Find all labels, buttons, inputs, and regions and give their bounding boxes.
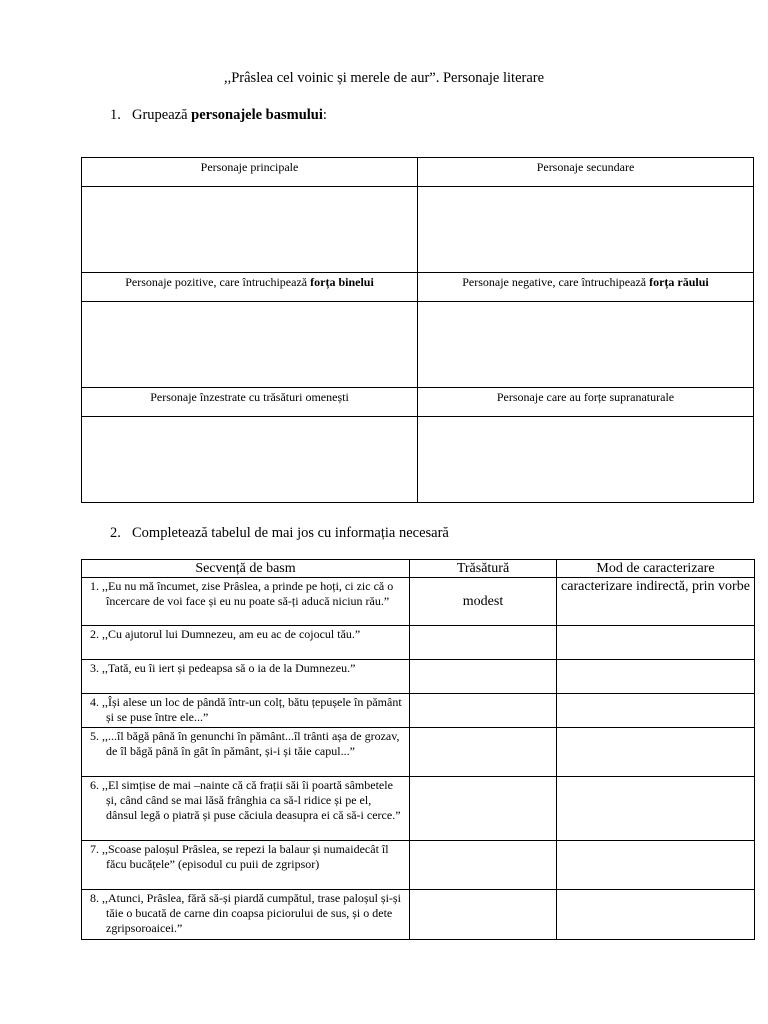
trait-cell[interactable] xyxy=(410,694,557,728)
worksheet-title: ,,Prâslea cel voinic și merele de aur”. Personaje literare xyxy=(223,70,545,86)
answer-cell[interactable] xyxy=(82,417,418,503)
table-row xyxy=(82,578,755,626)
sequence-cell: 1. ,,Eu nu mă încumet, zise Prâslea, a prinde pe hoți, ci zic că o încercare de voi face și eu nu poate să-ți aducă niciun rău.” xyxy=(82,578,410,626)
task-1-bold: personajele basmului xyxy=(191,107,323,123)
characterization-table xyxy=(81,559,755,940)
grid-label-bold: forța binelui xyxy=(310,275,374,289)
mode-cell[interactable] xyxy=(557,777,755,841)
sequence-cell: 2. ,,Cu ajutorul lui Dumnezeu, am eu ac de cojocul tău.” xyxy=(82,626,410,660)
grid-label: Personaje negative, care întruchipează xyxy=(462,275,650,289)
grid-answer-row xyxy=(82,417,754,503)
sequence-cell: 4. ,,Își alese un loc de pândă într-un colț, bătu țepușele în pământ și se puse între ele...” xyxy=(82,694,410,728)
grid-label: Personaje care au forțe supranaturale xyxy=(496,390,675,404)
sequence-cell: 7. ,,Scoase paloșul Prâslea, se repezi la balaur și numaidecât îl făcu bucățele” (episodul cu puii de zgripsor) xyxy=(82,841,410,890)
grid-cell-header xyxy=(418,273,754,302)
task-2-text: Completează tabelul de mai jos cu informația necesară xyxy=(132,525,449,541)
mode-cell[interactable] xyxy=(557,728,755,777)
grid-label: Personaje secundare xyxy=(536,160,635,174)
trait-cell[interactable] xyxy=(410,626,557,660)
trait-cell[interactable] xyxy=(410,890,557,940)
table-row xyxy=(82,777,755,841)
table-row xyxy=(82,728,755,777)
grid-cell-header xyxy=(82,158,418,187)
table-header-row xyxy=(82,560,755,578)
grid-label-bold: forța răului xyxy=(649,275,709,289)
sequence-cell: 6. ,,El simțise de mai –nainte că că frații săi îi poartă sâmbetele și, când când se mai lăsă frânghia ca să-l ridice și pe el, dânsul legă o piatră și puse căciula deasupra ei că să-i cerce.” xyxy=(82,777,410,841)
grid-answer-row xyxy=(82,187,754,273)
header-sequence: Secvență de basm xyxy=(82,560,410,578)
grid-label: Personaje înzestrate cu trăsături omenești xyxy=(150,390,349,404)
grid-cell-header xyxy=(418,388,754,417)
trait-cell[interactable] xyxy=(410,728,557,777)
grid-cell-header xyxy=(82,273,418,302)
trait-cell[interactable] xyxy=(410,660,557,694)
task-1-prefix: Grupează xyxy=(132,107,192,123)
sequence-cell: 8. ,,Atunci, Prâslea, fără să-și piardă cumpătul, trase paloșul și-și tăie o bucată de carne din coapsa piciorului de sus, și o dete zgripsoroaicei.” xyxy=(82,890,410,940)
task-1-instruction xyxy=(110,107,327,124)
trait-cell[interactable] xyxy=(410,777,557,841)
mode-cell[interactable] xyxy=(557,694,755,728)
task-1-number: 1. xyxy=(110,107,121,123)
mode-cell[interactable]: caracterizare indirectă, prin vorbe xyxy=(557,578,755,626)
grid-cell-header xyxy=(82,388,418,417)
grid-label: Personaje principale xyxy=(200,160,299,174)
mode-cell[interactable] xyxy=(557,660,755,694)
grid-header-row xyxy=(82,388,754,417)
answer-cell[interactable] xyxy=(418,417,754,503)
mode-cell[interactable] xyxy=(557,890,755,940)
answer-cell[interactable] xyxy=(82,302,418,388)
table-row xyxy=(82,694,755,728)
table-row xyxy=(82,626,755,660)
grid-answer-row xyxy=(82,302,754,388)
sequence-cell: 5. ,,...îl băgă până în genunchi în pământ...îl trânti așa de grozav, de îl băgă până în gât în pământ, și-i și tăie capul...” xyxy=(82,728,410,777)
mode-cell[interactable] xyxy=(557,626,755,660)
header-trait: Trăsătură xyxy=(410,560,557,578)
mode-cell[interactable] xyxy=(557,841,755,890)
table-row xyxy=(82,660,755,694)
grid-cell-header xyxy=(418,158,754,187)
character-grouping-table xyxy=(81,157,754,503)
answer-cell[interactable] xyxy=(418,302,754,388)
sequence-cell: 3. ,,Tată, eu îi iert și pedeapsa să o ia de la Dumnezeu.” xyxy=(82,660,410,694)
task-2-instruction xyxy=(110,525,449,542)
trait-cell[interactable] xyxy=(410,841,557,890)
answer-cell[interactable] xyxy=(418,187,754,273)
grid-header-row xyxy=(82,273,754,302)
answer-cell[interactable] xyxy=(82,187,418,273)
trait-cell[interactable]: modest xyxy=(410,578,557,626)
table-row xyxy=(82,890,755,940)
task-2-number: 2. xyxy=(110,525,121,541)
task-1-suffix: : xyxy=(322,107,327,123)
table-row xyxy=(82,841,755,890)
header-mode: Mod de caracterizare xyxy=(557,560,755,578)
grid-header-row xyxy=(82,158,754,187)
grid-label: Personaje pozitive, care întruchipează xyxy=(125,275,311,289)
